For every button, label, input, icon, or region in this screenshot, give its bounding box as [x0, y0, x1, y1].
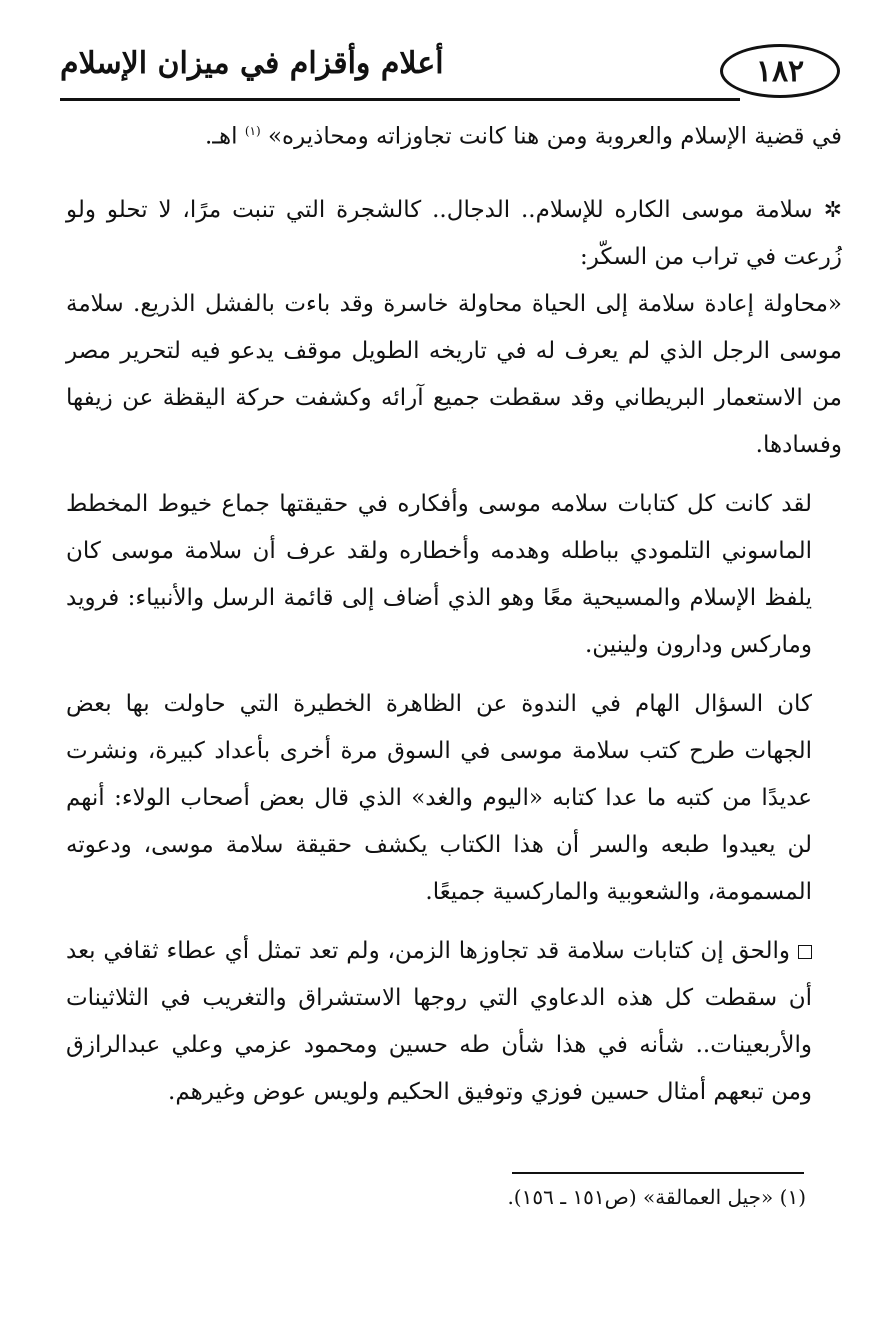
header-rule	[60, 98, 740, 101]
paragraph-text: سلامة موسى الكاره للإسلام.. الدجال.. كالشجرة التي تنبت مرًا، لا تحلو ولو زُرعت في تراب من السكّر:	[66, 196, 842, 270]
footnote-rule	[512, 1172, 804, 1174]
paragraph-end: اهـ.	[204, 123, 238, 150]
paragraph: كان السؤال الهام في الندوة عن الظاهرة الخطيرة التي حاولت بها بعض الجهات طرح كتب سلامة موسى في السوق مرة أخرى بأعداد كبيرة، ونشرت عديدًا من كتبه ما عدا كتابه «اليوم والغد» الذي قال بعض أصحاب الولاء: أنهم لن يعيدوا طبعه والسر أن هذا الكتاب يكشف حقيقة سلامة موسى، ودعوته المسمومة، والشعوبية والماركسية جميعًا.	[66, 690, 812, 905]
paragraph-text: والحق إن كتابات سلامة قد تجاوزها الزمن، ولم تعد تمثل أي عطاء ثقافي بعد أن سقطت كل هذه الدعاوي التي روجها الاستشراق والتغريب في الثلاثينات والأربعينات.. شأنه في هذا شأن طه حسين ومحمود عزمي وعلي عبدالرازق ومن تبعهم أمثال حسين فوزي وتوفيق الحكيم ولويس عوض وغيرهم.	[66, 937, 812, 1105]
square-bullet-icon	[798, 945, 812, 959]
paragraph-quote: «محاولة إعادة سلامة إلى الحياة محاولة خاسرة وقد باءت بالفشل الذريع. سلامة موسى الرجل الذي لم يعرف له في تاريخه الطويل موقف يدعو فيه لتحرير مصر من الاستعمار البريطاني وقد سقطت جميع آرائه وكشفت حركة اليقظة عن زيفها وفسادها.	[66, 290, 842, 458]
paragraph-intro	[66, 187, 842, 281]
paragraph-continuation	[66, 108, 842, 161]
footnote: (١) «جيل العمالقة» (ص١٥١ ـ ١٥٦).	[507, 1185, 806, 1209]
running-title: أعلام وأقزام في ميزان الإسلام	[60, 46, 444, 81]
page-header	[60, 36, 840, 106]
footnote-reference: (١)	[244, 124, 261, 138]
main-text	[66, 108, 842, 1116]
asterisk-icon: ✲	[823, 197, 842, 223]
paragraph: لقد كانت كل كتابات سلامه موسى وأفكاره في حقيقتها جماع خيوط المخطط الماسوني التلمودي بباطله وهدمه وأخطاره ولقد عرف أن سلامة موسى كان يلفظ الإسلام والمسيحية معًا وهو الذي أضاف إلى قائمة الرسل والأنبياء: فرويد وماركس ودارون ولينين.	[66, 490, 812, 658]
paragraph-conclusion	[66, 928, 842, 1116]
page-number: ١٨٢	[720, 44, 840, 98]
paragraph-text: في قضية الإسلام والعروبة ومن هنا كانت تجاوزاته ومحاذيره»	[267, 123, 842, 150]
